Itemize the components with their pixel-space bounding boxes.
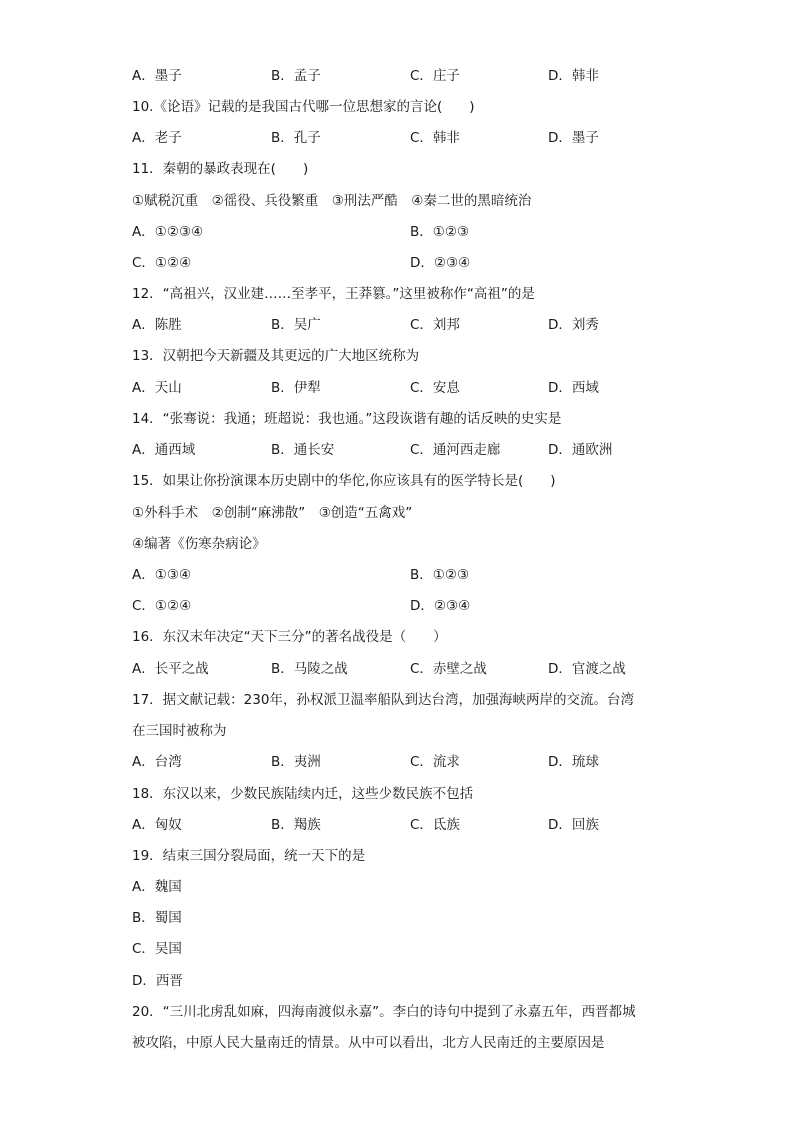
q19-stem: 19．结束三国分裂局面，统一天下的是: [132, 848, 366, 864]
q12-option-d: D．刘秀: [548, 317, 599, 333]
q14-stem: 14．“张骞说：我通；班超说：我也通。”这段诙谐有趣的话反映的史实是: [132, 411, 562, 427]
q15-option-c: C．①②④: [132, 598, 192, 614]
q13-options: [132, 379, 692, 397]
q12-option-b: B．吴广: [271, 317, 321, 333]
q14-option-a: A．通西域: [132, 442, 196, 458]
q10-options: [132, 129, 692, 147]
q11-items: ①赋税沉重 ②徭役、兵役繁重 ③刑法严酷 ④秦二世的黑暗统治: [132, 193, 532, 209]
q10-option-d: D．墨子: [548, 130, 599, 146]
q19-option-d: D．西晋: [132, 973, 183, 989]
q14-option-b: B．通长安: [271, 442, 335, 458]
q17-options: [132, 753, 692, 771]
q11-option-a: A．①②③④: [132, 224, 204, 240]
q13-option-c: C．安息: [410, 380, 460, 396]
q11-stem: 11．秦朝的暴政表现在( ): [132, 161, 309, 177]
q19-option-a: A．魏国: [132, 879, 182, 895]
q17-option-b: B．夷洲: [271, 754, 321, 770]
q13-option-b: B．伊犁: [271, 380, 321, 396]
q12-stem: 12．“高祖兴，汉业建……至孝平，王莽篡。”这里被称作“高祖”的是: [132, 286, 535, 302]
q20-stem-line1: 20．“三川北虏乱如麻，四海南渡似永嘉”。李白的诗句中提到了永嘉五年，西晋都城: [132, 1004, 636, 1020]
q12-option-a: A．陈胜: [132, 317, 182, 333]
q15-option-b: B．①②③: [410, 567, 470, 583]
q14-option-c: C．通河西走廊: [410, 442, 501, 458]
q13-option-d: D．西域: [548, 380, 599, 396]
q20-stem-line2: 被攻陷，中原人民大量南迁的情景。从中可以看出，北方人民南迁的主要原因是: [132, 1035, 605, 1051]
q18-option-c: C．氐族: [410, 817, 460, 833]
q14-option-d: D．通欧洲: [548, 442, 613, 458]
q13-option-a: A．天山: [132, 380, 182, 396]
q16-option-d: D．官渡之战: [548, 661, 626, 677]
q9-option-c: C．庄子: [410, 68, 460, 84]
q9-option-a: A．墨子: [132, 68, 182, 84]
q9-options: [132, 67, 692, 85]
q9-option-d: D．韩非: [548, 68, 599, 84]
q11-options-row2: [132, 254, 692, 272]
q18-option-b: B．羯族: [271, 817, 321, 833]
q10-option-b: B．孔子: [271, 130, 321, 146]
q12-option-c: C．刘邦: [410, 317, 460, 333]
q13-stem: 13．汉朝把今天新疆及其更远的广大地区统称为: [132, 348, 420, 364]
q15-options-row2: [132, 597, 692, 615]
q16-stem: 16．东汉末年决定“天下三分”的著名战役是（ ）: [132, 629, 447, 645]
q18-option-a: A．匈奴: [132, 817, 182, 833]
q17-option-a: A．台湾: [132, 754, 182, 770]
q16-option-c: C．赤壁之战: [410, 661, 487, 677]
q11-option-b: B．①②③: [410, 224, 470, 240]
q14-options: [132, 441, 692, 459]
q10-option-c: C．韩非: [410, 130, 460, 146]
q15-items-2: ④编著《伤寒杂病论》: [132, 536, 266, 552]
q11-options-row1: [132, 223, 692, 241]
q16-options: [132, 660, 692, 678]
q18-option-d: D．回族: [548, 817, 599, 833]
q15-option-d: D．②③④: [410, 598, 471, 614]
q12-options: [132, 316, 692, 334]
q16-option-b: B．马陵之战: [271, 661, 348, 677]
q19-option-c: C．吴国: [132, 941, 182, 957]
q18-stem: 18．东汉以来，少数民族陆续内迁，这些少数民族不包括: [132, 786, 474, 802]
q19-option-b: B．蜀国: [132, 910, 182, 926]
q17-option-c: C．流求: [410, 754, 460, 770]
q11-option-c: C．①②④: [132, 255, 192, 271]
q15-items-1: ①外科手术 ②创制“麻沸散” ③创造“五禽戏”: [132, 505, 413, 521]
q9-option-b: B．孟子: [271, 68, 321, 84]
q18-options: [132, 816, 692, 834]
q17-stem-line1: 17．据文献记载：230年，孙权派卫温率船队到达台湾，加强海峡两岸的交流。台湾: [132, 692, 634, 708]
q15-stem: 15．如果让你扮演课本历史剧中的华佗,你应该具有的医学特长是( ): [132, 473, 556, 489]
q10-stem: 10.《论语》记载的是我国古代哪一位思想家的言论( ): [132, 99, 475, 115]
q17-option-d: D．琉球: [548, 754, 599, 770]
q10-option-a: A．老子: [132, 130, 182, 146]
q17-stem-line2: 在三国时被称为: [132, 723, 227, 739]
q15-option-a: A．①③④: [132, 567, 192, 583]
q16-option-a: A．长平之战: [132, 661, 209, 677]
q15-options-row1: [132, 566, 692, 584]
q11-option-d: D．②③④: [410, 255, 471, 271]
